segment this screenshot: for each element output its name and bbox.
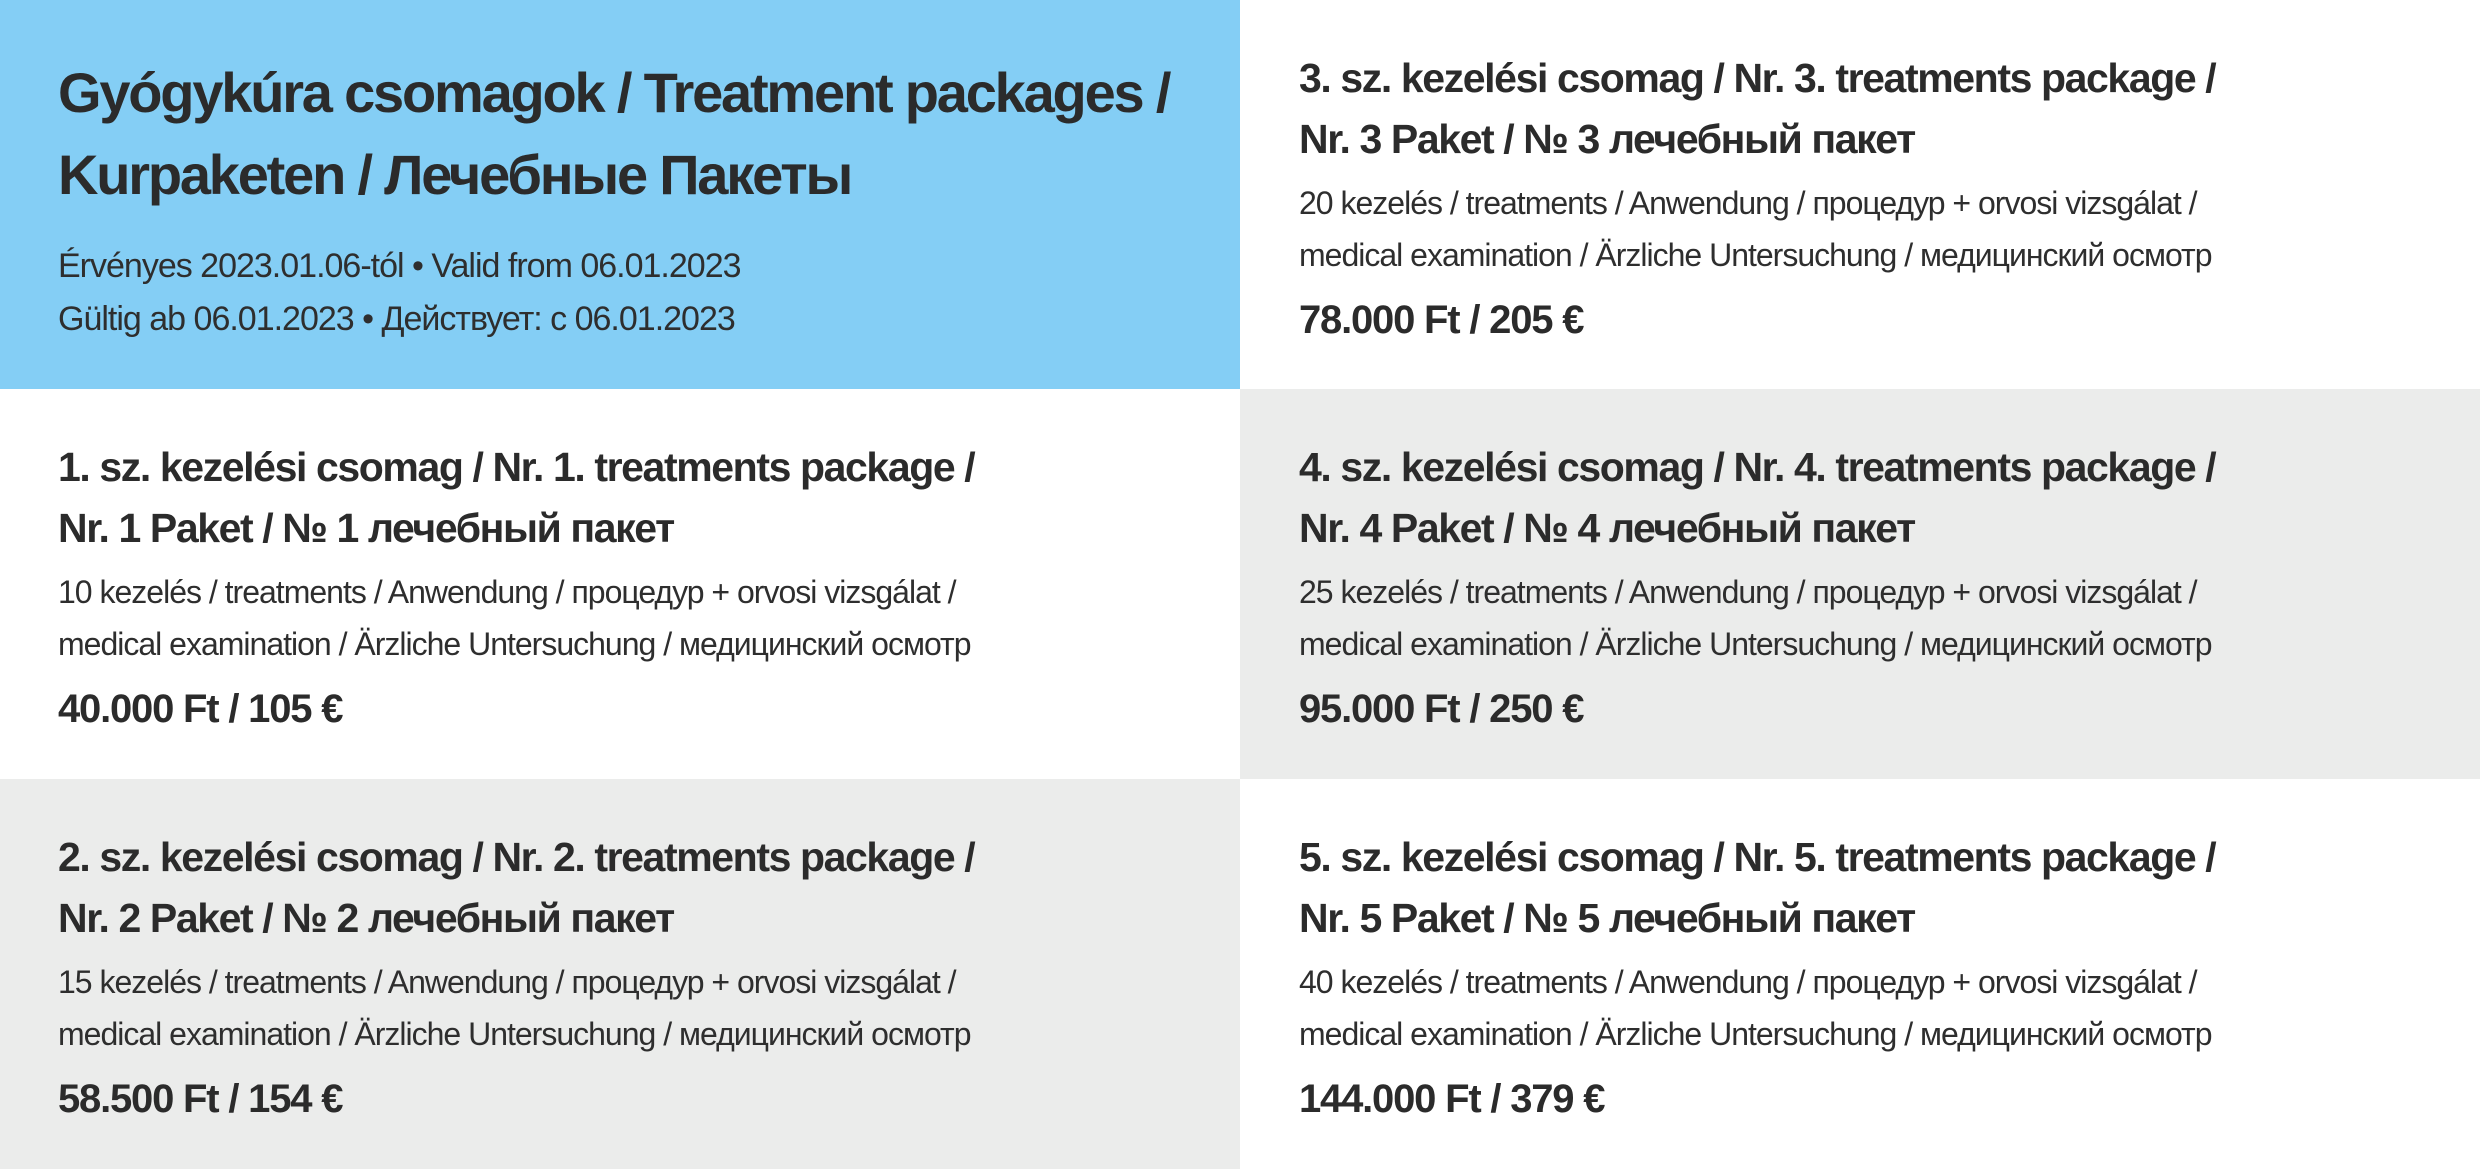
page-title <box>58 48 1200 216</box>
package-3-description-line-2: medical examination / Ärzliche Untersuchung / медицинский осмотр <box>1299 237 2212 273</box>
package-4-card <box>1240 389 2480 779</box>
package-2-description <box>58 956 1200 1060</box>
package-5-card <box>1240 779 2480 1169</box>
package-5-title <box>1299 827 2440 949</box>
package-2-description-line-2: medical examination / Ärzliche Untersuchung / медицинский осмотр <box>58 1016 971 1052</box>
package-2-title <box>58 827 1200 949</box>
page-title-line-2: Kurpaketen / Лечебные Пакеты <box>58 143 852 206</box>
header-panel <box>0 0 1240 389</box>
package-5-description <box>1299 956 2440 1060</box>
package-2-description-line-1: 15 kezelés / treatments / Anwendung / процедур + orvosi vizsgálat / <box>58 964 956 1000</box>
validity-line-2: Gültig ab 06.01.2023 • Действует: с 06.01.2023 <box>58 300 735 338</box>
package-4-title-line-1: 4. sz. kezelési csomag / Nr. 4. treatments package / <box>1299 444 2216 490</box>
package-4-price: 95.000 Ft / 250 € <box>1299 687 1584 731</box>
validity-line-1: Érvényes 2023.01.06-tól • Valid from 06.01.2023 <box>58 247 741 285</box>
package-4-title <box>1299 437 2440 559</box>
package-5-title-line-2: Nr. 5 Paket / № 5 лечебный пакет <box>1299 895 1915 941</box>
package-3-card <box>1240 0 2480 389</box>
package-1-title-line-2: Nr. 1 Paket / № 1 лечебный пакет <box>58 505 674 551</box>
package-2-title-line-2: Nr. 2 Paket / № 2 лечебный пакет <box>58 895 674 941</box>
package-1-description-line-1: 10 kezelés / treatments / Anwendung / процедур + orvosi vizsgálat / <box>58 574 956 610</box>
package-1-price: 40.000 Ft / 105 € <box>58 687 343 731</box>
package-3-title <box>1299 48 2440 170</box>
package-4-description-line-1: 25 kezelés / treatments / Anwendung / процедур + orvosi vizsgálat / <box>1299 574 2197 610</box>
package-5-title-line-1: 5. sz. kezelési csomag / Nr. 5. treatments package / <box>1299 834 2216 880</box>
package-1-card <box>0 389 1240 779</box>
package-1-title <box>58 437 1200 559</box>
package-3-price: 78.000 Ft / 205 € <box>1299 298 1584 342</box>
package-1-description-line-2: medical examination / Ärzliche Untersuchung / медицинский осмотр <box>58 626 971 662</box>
package-4-description <box>1299 566 2440 670</box>
package-4-description-line-2: medical examination / Ärzliche Untersuchung / медицинский осмотр <box>1299 626 2212 662</box>
package-3-description-line-1: 20 kezelés / treatments / Anwendung / процедур + orvosi vizsgálat / <box>1299 185 2197 221</box>
package-4-title-line-2: Nr. 4 Paket / № 4 лечебный пакет <box>1299 505 1915 551</box>
package-2-card <box>0 779 1240 1169</box>
package-5-description-line-2: medical examination / Ärzliche Untersuchung / медицинский осмотр <box>1299 1016 2212 1052</box>
package-1-title-line-1: 1. sz. kezelési csomag / Nr. 1. treatments package / <box>58 444 975 490</box>
package-5-price: 144.000 Ft / 379 € <box>1299 1077 1605 1121</box>
page-title-line-1: Gyógykúra csomagok / Treatment packages / <box>58 61 1170 124</box>
package-2-title-line-1: 2. sz. kezelési csomag / Nr. 2. treatments package / <box>58 834 975 880</box>
validity-note <box>58 240 1200 346</box>
package-3-title-line-2: Nr. 3 Paket / № 3 лечебный пакет <box>1299 116 1915 162</box>
package-3-description <box>1299 177 2440 281</box>
package-5-description-line-1: 40 kezelés / treatments / Anwendung / процедур + orvosi vizsgálat / <box>1299 964 2197 1000</box>
package-3-title-line-1: 3. sz. kezelési csomag / Nr. 3. treatments package / <box>1299 55 2216 101</box>
package-2-price: 58.500 Ft / 154 € <box>58 1077 343 1121</box>
package-1-description <box>58 566 1200 670</box>
